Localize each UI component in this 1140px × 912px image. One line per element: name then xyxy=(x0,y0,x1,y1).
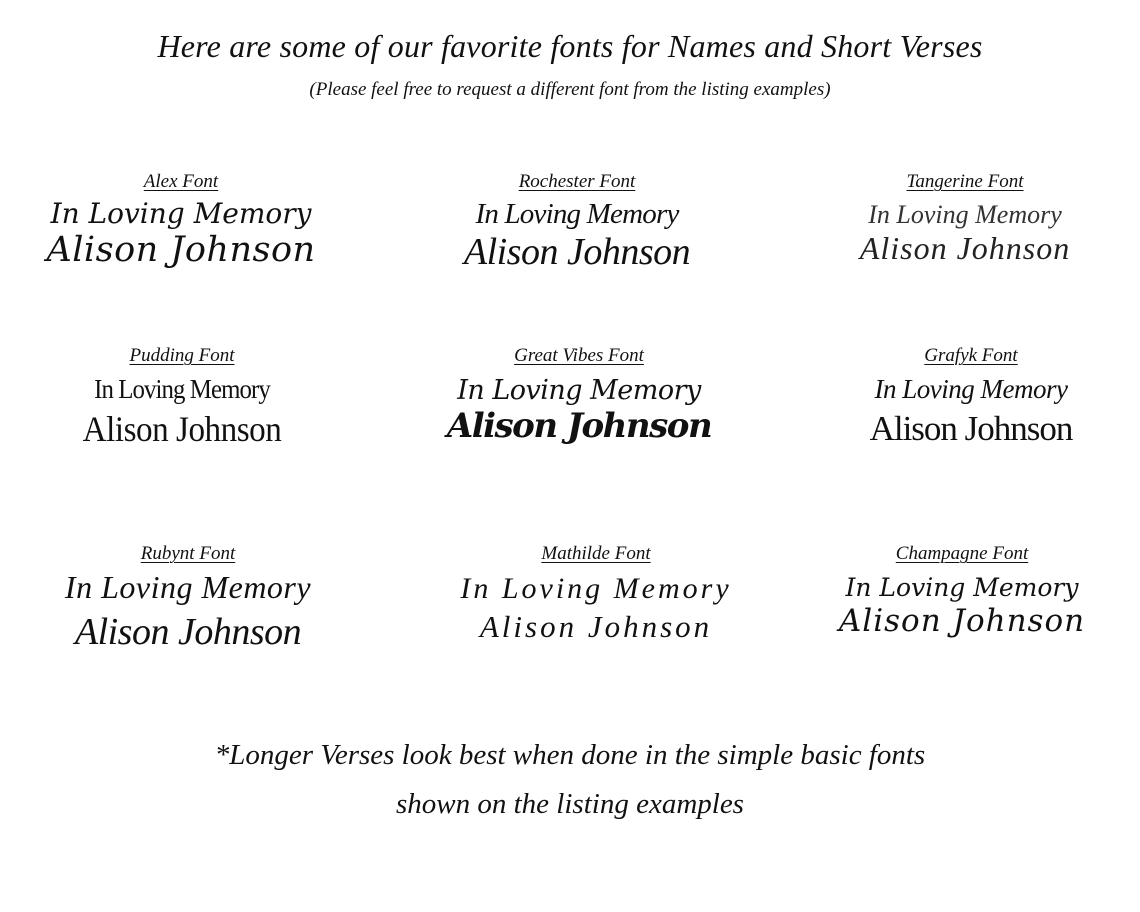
sample-name: Alison Johnson xyxy=(859,230,1071,267)
sample-name: Alison Johnson xyxy=(838,603,1086,640)
font-name-label: Champagne Font xyxy=(895,543,1029,564)
sample-verse: In Loving Memory xyxy=(845,573,1079,602)
sample-name: Alison Johnson xyxy=(446,406,712,447)
font-sample-rubynt xyxy=(28,543,348,652)
sample-name: Alison Johnson xyxy=(74,610,302,653)
sample-name: Alison Johnson xyxy=(463,231,691,274)
font-name-label: Grafyk Font xyxy=(924,345,1018,366)
font-name-label: Rubynt Font xyxy=(140,543,236,564)
font-sample-tangerine xyxy=(805,171,1125,266)
font-name-label: Pudding Font xyxy=(129,345,235,366)
sample-name: Alison Johnson xyxy=(46,230,316,271)
font-sample-pudding xyxy=(22,345,342,449)
font-name-label: Alex Font xyxy=(143,171,219,192)
sample-name: Alison Johnson xyxy=(479,608,713,644)
footer-note-line-1: *Longer Verses look best when done in the simple basic fonts xyxy=(214,739,926,771)
sample-verse: In Loving Memory xyxy=(94,374,270,404)
font-sample-grafyk xyxy=(811,345,1131,448)
sample-name: Alison Johnson xyxy=(82,409,282,450)
sample-verse: In Loving Memory xyxy=(64,569,312,605)
font-sample-alex xyxy=(21,171,341,269)
sample-verse: In Loving Memory xyxy=(868,200,1062,229)
font-sample-rochester xyxy=(417,171,737,273)
font-sample-champagne xyxy=(802,543,1122,638)
page-subtitle: (Please feel free to request a different font from the listing examples) xyxy=(309,79,831,100)
page-title: Here are some of our favorite fonts for Names and Short Verses xyxy=(157,28,983,64)
sample-verse: In Loving Memory xyxy=(50,197,312,230)
font-sample-mathilde xyxy=(436,543,756,643)
font-name-label: Mathilde Font xyxy=(541,543,651,564)
sample-verse: In Loving Memory xyxy=(457,375,701,406)
font-name-label: Great Vibes Font xyxy=(514,345,644,366)
font-sample-great-vibes xyxy=(419,345,739,445)
sample-verse: In Loving Memory xyxy=(475,198,679,230)
font-name-label: Rochester Font xyxy=(518,171,636,192)
sample-name: Alison Johnson xyxy=(869,409,1073,449)
sample-verse: In Loving Memory xyxy=(874,374,1068,404)
font-name-label: Tangerine Font xyxy=(906,171,1024,192)
footer-note-line-2: shown on the listing examples xyxy=(396,788,744,820)
sample-verse: In Loving Memory xyxy=(460,572,732,605)
